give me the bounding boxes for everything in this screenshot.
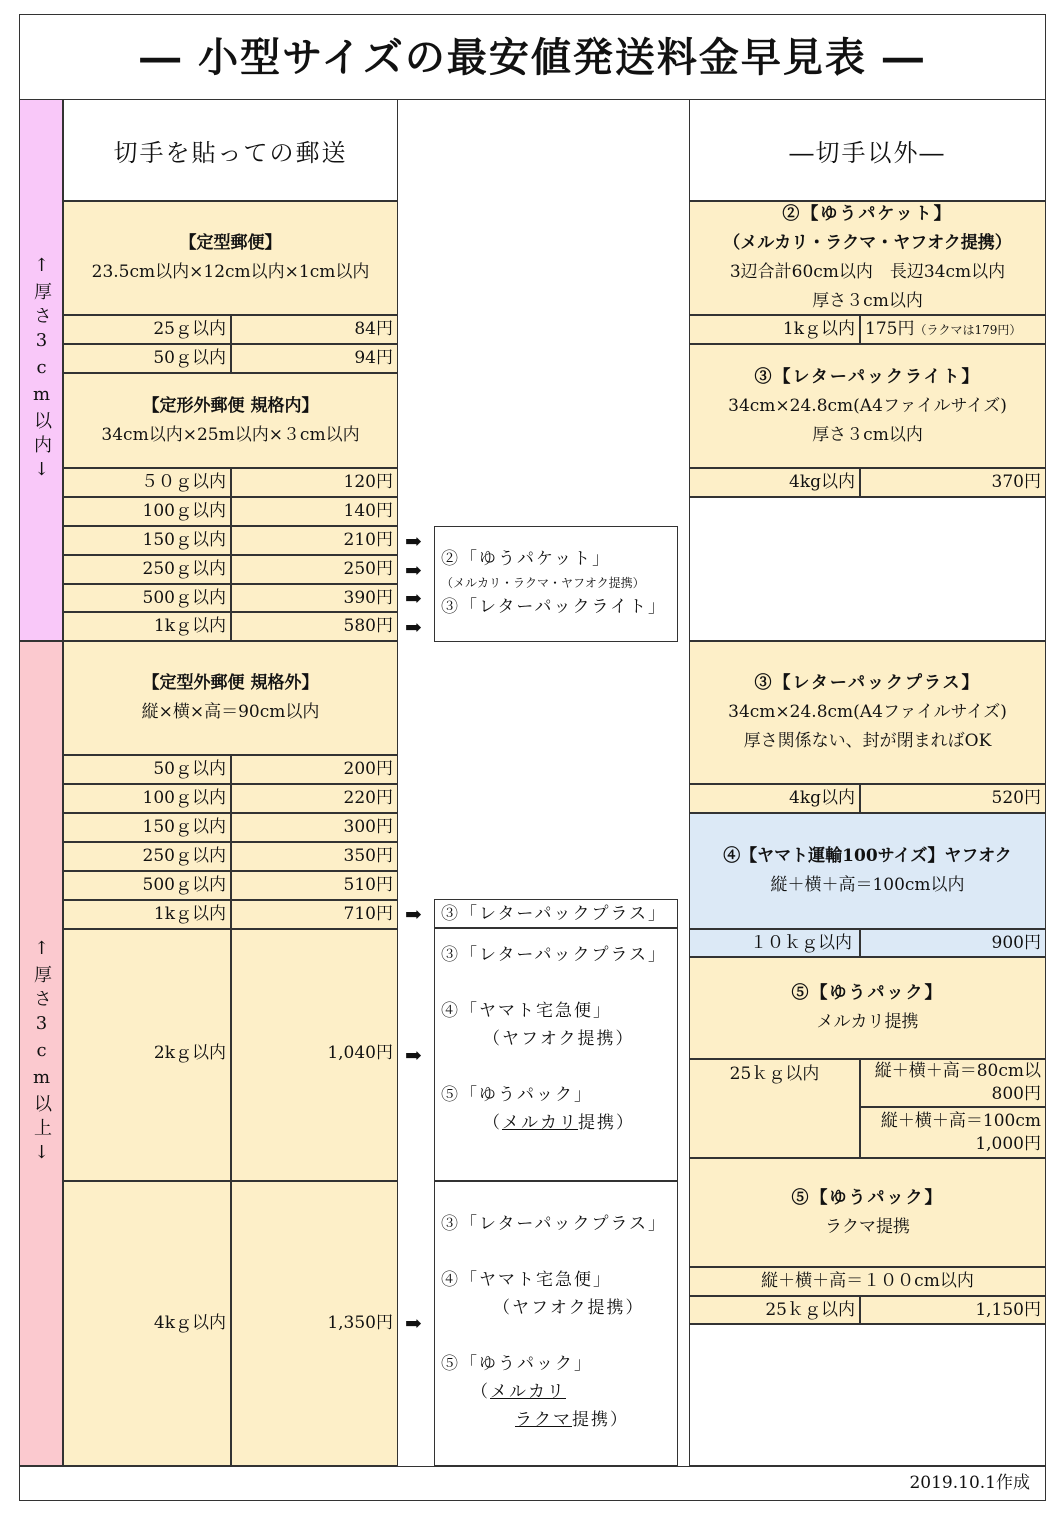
- right-blank-lower: [689, 1324, 1046, 1466]
- yupack-rakuma-title: ⑤【ゆうパック】: [791, 1187, 944, 1208]
- yupack-mercari-size2: 縦＋横＋高＝100cm: [880, 1111, 1041, 1131]
- teikeigai-out-price-7: 1,350円: [231, 1181, 398, 1466]
- teikei-title: 【定型郵便】: [179, 233, 282, 253]
- teikeigai-out-price-0: 200円: [231, 755, 398, 784]
- recommend-box-1: [434, 526, 678, 642]
- teikeigai-out-price-1: 220円: [231, 784, 398, 813]
- teikeigai-out-weight-1: 100ｇ以内: [63, 784, 231, 813]
- arrow-right-icon: ➡: [405, 615, 422, 639]
- recommend-box-3-line3: （ヤフオク提携）: [483, 1029, 635, 1049]
- teikeigai-in-price-3: 250円: [231, 555, 398, 584]
- recommend-box-4-line5: [435, 1378, 677, 1406]
- yupack-mercari-tier-1: [860, 1059, 1046, 1107]
- teikeigai-in-price-4: 390円: [231, 584, 398, 612]
- right-header: ―切手以外―: [689, 99, 1046, 201]
- yupack-rakuma-info: [689, 1158, 1046, 1267]
- arrow-right-icon: ➡: [405, 1043, 422, 1067]
- left-header: 切手を貼っての郵送: [63, 99, 398, 201]
- recommend-box-3-line5-u: メルカリ: [502, 1113, 578, 1133]
- lp-plus-size: 34cm×24.8cm(A4ファイルサイズ): [728, 702, 1007, 722]
- recommend-box-1-line3: ③「レターパックライト」: [441, 597, 667, 617]
- teikeigai-in-weight-4: 500ｇ以内: [63, 584, 231, 612]
- teikeigai-in-price-0: 120円: [231, 468, 398, 497]
- yupacket-weight: 1kｇ以内: [689, 315, 860, 344]
- recommend-box-2: ③「レターパックプラス」: [434, 899, 678, 928]
- teikeigai-in-weight-1: 100ｇ以内: [63, 497, 231, 526]
- footer-date: 2019.10.1作成: [909, 1473, 1030, 1493]
- teikei-price-0: 84円: [231, 315, 398, 344]
- teikeigai-out-info: [63, 641, 398, 755]
- lp-light-info: [689, 344, 1046, 468]
- arrow-right-icon: ➡: [405, 558, 422, 582]
- arrow-right-icon: ➡: [405, 902, 422, 926]
- yupack-rakuma-sub: ラクマ提携: [825, 1216, 910, 1237]
- lp-light-thick: 厚さ３cm以内: [812, 424, 923, 445]
- lp-plus-title: ③【レターパックプラス】: [754, 673, 981, 693]
- arrow-right-icon: ➡: [405, 529, 422, 553]
- recommend-box-3-line5: [435, 1109, 677, 1137]
- teikeigai-out-price-3: 350円: [231, 842, 398, 871]
- lp-light-weight: 4kg以内: [689, 468, 860, 497]
- lp-plus-info: [689, 641, 1046, 784]
- teikeigai-out-weight-0: 50ｇ以内: [63, 755, 231, 784]
- recommend-box-4-line1: ③「レターパックプラス」: [441, 1214, 667, 1234]
- yupack-mercari-sub: メルカリ提携: [816, 1012, 919, 1032]
- lp-light-size: 34cm×24.8cm(A4ファイルサイズ): [728, 395, 1007, 416]
- yamato-info: [689, 813, 1046, 929]
- teikeigai-in-weight-2: 150ｇ以内: [63, 526, 231, 555]
- teikei-weight-0: 25ｇ以内: [63, 315, 231, 344]
- yupacket-sub: （メルカリ・ラクマ・ヤフオク提携）: [723, 233, 1012, 253]
- teikeigai-out-price-2: 300円: [231, 813, 398, 842]
- yupack-mercari-info: [689, 957, 1046, 1059]
- side-label-upper: ↑厚さ3cm以内↓: [19, 99, 63, 641]
- teikeigai-in-price-1: 140円: [231, 497, 398, 526]
- teikei-info: [63, 201, 398, 315]
- teikeigai-in-title: 【定形外郵便 規格内】: [142, 395, 319, 416]
- recommend-box-4-line2: ④「ヤマト宅急便」: [441, 1270, 612, 1290]
- yupack-rakuma-price: 1,150円: [860, 1296, 1046, 1324]
- arrow-right-icon: ➡: [405, 1311, 422, 1335]
- page-title: ― 小型サイズの最安値発送料金早見表 ―: [140, 34, 925, 81]
- teikeigai-in-size: 34cm以内×25m以内×３cm以内: [101, 424, 360, 445]
- teikeigai-out-price-5: 710円: [231, 900, 398, 929]
- teikeigai-out-size: 縦×横×高＝90cm以内: [141, 702, 320, 722]
- lp-light-price: 370円: [860, 468, 1046, 497]
- recommend-box-4: [434, 1181, 678, 1466]
- yupacket-price-note: （ラクマは179円）: [914, 323, 1022, 337]
- recommend-box-3-line5-pre: （: [483, 1113, 502, 1133]
- teikei-price-1: 94円: [231, 344, 398, 373]
- teikeigai-out-title: 【定型外郵便 規格外】: [142, 673, 319, 693]
- yupacket-price: 175円: [865, 319, 915, 339]
- yupacket-size: 3辺合計60cm以内 長辺34cm以内: [729, 262, 1006, 282]
- right-blank-upper: [689, 497, 1046, 641]
- yupacket-info: [689, 201, 1046, 315]
- recommend-box-3-line1: ③「レターパックプラス」: [441, 945, 667, 965]
- recommend-box-3-line4: ⑤「ゆうパック」: [441, 1085, 593, 1105]
- teikeigai-in-info: [63, 373, 398, 468]
- teikeigai-out-weight-4: 500ｇ以内: [63, 871, 231, 900]
- teikeigai-in-weight-3: 250ｇ以内: [63, 555, 231, 584]
- yupack-rakuma-size: 縦＋横＋高＝１００cm以内: [689, 1267, 1046, 1296]
- yamato-title: ④【ヤマト運輸100サイズ】ヤフオク: [723, 846, 1012, 866]
- arrow-right-icon: ➡: [405, 586, 422, 610]
- recommend-box-3-line5-post: 提携）: [578, 1113, 635, 1133]
- teikeigai-out-weight-7: 4kｇ以内: [63, 1181, 231, 1466]
- recommend-box-4-line4: ⑤「ゆうパック」: [441, 1354, 593, 1374]
- teikeigai-out-price-6: 1,040円: [231, 929, 398, 1181]
- yupack-mercari-size1: 縦＋横＋高＝80cm以: [874, 1061, 1041, 1081]
- yupack-mercari-price2: 1,000円: [975, 1134, 1041, 1154]
- teikeigai-out-price-4: 510円: [231, 871, 398, 900]
- teikeigai-in-price-5: 580円: [231, 612, 398, 641]
- teikeigai-out-weight-6: 2kｇ以内: [63, 929, 231, 1181]
- recommend-box-4-line5-u: メルカリ: [490, 1382, 566, 1402]
- footer-divider: [19, 1466, 1046, 1467]
- recommend-box-4-line6-u: ラクマ: [515, 1410, 572, 1430]
- teikeigai-out-weight-5: 1kｇ以内: [63, 900, 231, 929]
- lp-plus-weight: 4kg以内: [689, 784, 860, 813]
- recommend-box-3: [434, 928, 678, 1181]
- yupacket-thick: 厚さ３cm以内: [812, 291, 923, 311]
- recommend-box-4-line6-post: 提携）: [572, 1410, 629, 1430]
- recommend-box-1-line2: （メルカリ・ラクマ・ヤフオク提携）: [441, 576, 645, 590]
- lp-plus-note: 厚さ関係ない、封が閉まればOK: [743, 731, 992, 751]
- side-label-lower: ↑厚さ3cm以上↓: [19, 641, 63, 1466]
- recommend-box-4-line6: [435, 1406, 677, 1434]
- yupack-mercari-price1: 800円: [991, 1084, 1041, 1104]
- recommend-box-4-line5-pre: （: [471, 1382, 490, 1402]
- recommend-box-3-line2: ④「ヤマト宅急便」: [441, 1001, 612, 1021]
- yupack-mercari-tier-2: [860, 1107, 1046, 1158]
- yamato-weight: １０ｋｇ以内: [689, 929, 860, 957]
- yupack-mercari-weight: 25ｋｇ以内: [689, 1059, 860, 1158]
- yamato-price: 900円: [860, 929, 1046, 957]
- teikeigai-in-price-2: 210円: [231, 526, 398, 555]
- teikeigai-out-weight-2: 150ｇ以内: [63, 813, 231, 842]
- yupack-rakuma-weight: 25ｋｇ以内: [689, 1296, 860, 1324]
- teikei-size: 23.5cm以内×12cm以内×1cm以内: [91, 262, 370, 282]
- recommend-box-1-line1: ②「ゆうパケット」: [441, 549, 612, 569]
- yupacket-title: ②【ゆうパケット】: [782, 204, 953, 224]
- lp-plus-price: 520円: [860, 784, 1046, 813]
- teikeigai-in-weight-0: ５０ｇ以内: [63, 468, 231, 497]
- yamato-size: 縦＋横＋高＝100cm以内: [770, 875, 965, 895]
- yupack-mercari-title: ⑤【ゆうパック】: [791, 983, 944, 1003]
- lp-light-title: ③【レターパックライト】: [754, 366, 981, 387]
- teikeigai-out-weight-3: 250ｇ以内: [63, 842, 231, 871]
- teikeigai-in-weight-5: 1kｇ以内: [63, 612, 231, 641]
- recommend-box-4-line3: （ヤフオク提携）: [493, 1298, 645, 1318]
- teikei-weight-1: 50ｇ以内: [63, 344, 231, 373]
- yupacket-price-cell: [860, 315, 1046, 344]
